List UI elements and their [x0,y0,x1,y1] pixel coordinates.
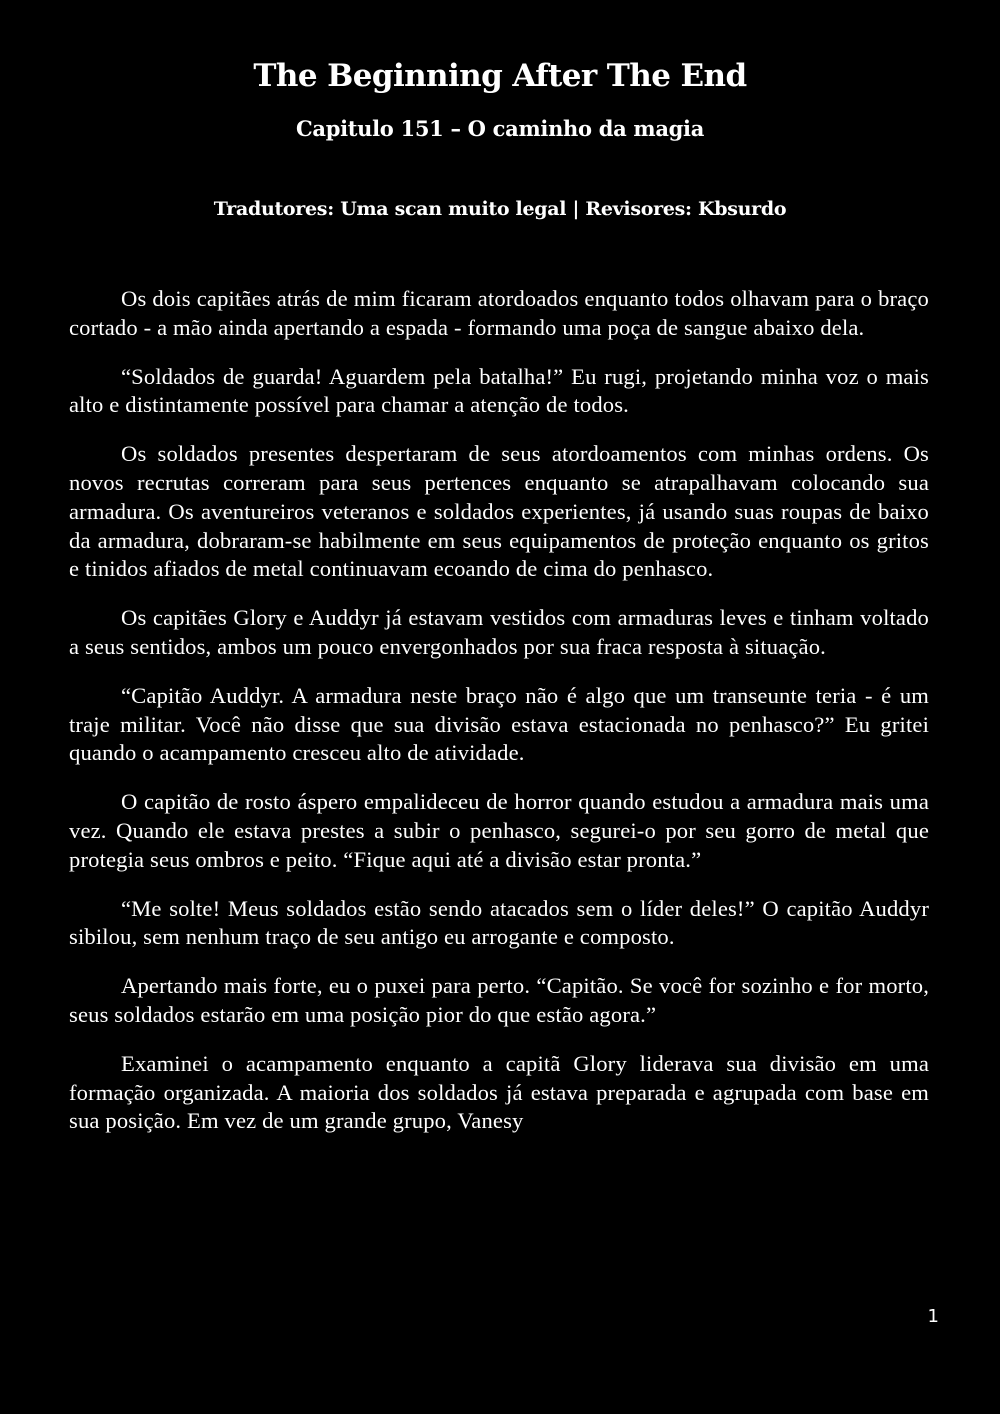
chapter-title: Capitulo 151 – O caminho da magia [295,116,705,141]
paragraph-4: Os capitães Glory e Auddyr já estavam vestidos com armaduras leves e tinham voltado a seus sentidos, ambos um pouco envergonhados por sua fraca resposta à situação. [69,605,929,659]
page-number: 1 [927,1306,939,1327]
paragraph-9: Examinei o acampamento enquanto a capitã Glory liderava sua divisão em uma formação organizada. A maioria dos soldados já estava preparada e agrupada com base em sua posição. Em vez de um grande grupo, Vanesy [69,1050,929,1134]
paragraph-5: “Capitão Auddyr. A armadura neste braço não é algo que um transeunte teria - é um traje militar. Você não disse que sua divisão estava estacionada no penhasco?” Eu gritei quando o acampamento cresceu alto de atividade. [69,682,929,766]
paragraph-8: Apertando mais forte, eu o puxei para perto. “Capitão. Se você for sozinho e for morto, seus soldados estarão em uma posição pior do que estão agora.” [69,973,929,1027]
paragraph-6: O capitão de rosto áspero empalideceu de horror quando estudou a armadura mais uma vez. Quando ele estava prestes a subir o penhasco, segurei-o por seu gorro de metal que protegia seus ombros e peito. “Fique aqui até a divisão estar pronta.” [69,789,929,872]
paragraph-3: Os soldados presentes despertaram de seus atordoamentos com minhas ordens. Os novos recrutas correram para seus pertences enquanto se atrapalhavam colocando sua armadura. Os aventureiros veteranos e soldados experientes, já usando suas roupas de baixo da armadura, dobraram-se habilmente em seus equipamentos de proteção enquanto os gritos e tinidos afiados de metal continuavam ecoando de cima do penhasco. [69,441,929,582]
paragraph-7: “Me solte! Meus soldados estão sendo atacados sem o líder deles!” O capitão Auddyr sibilou, sem nenhum traço de seu antigo eu arrogante e composto. [69,895,929,950]
credits-line: Tradutores: Uma scan muito legal | Revisores: Kbsurdo [213,198,787,220]
chapter-body [69,285,929,1156]
paragraph-1: Os dois capitães atrás de mim ficaram atordoados enquanto todos olhavam para o braço cortado - a mão ainda apertando a espada - formando uma poça de sangue abaixo dela. [69,286,929,340]
book-title: The Beginning After The End [253,58,747,94]
paragraph-2: “Soldados de guarda! Aguardem pela batalha!” Eu rugi, projetando minha voz o mais alto e distintamente possível para chamar a atenção de todos. [69,363,929,418]
